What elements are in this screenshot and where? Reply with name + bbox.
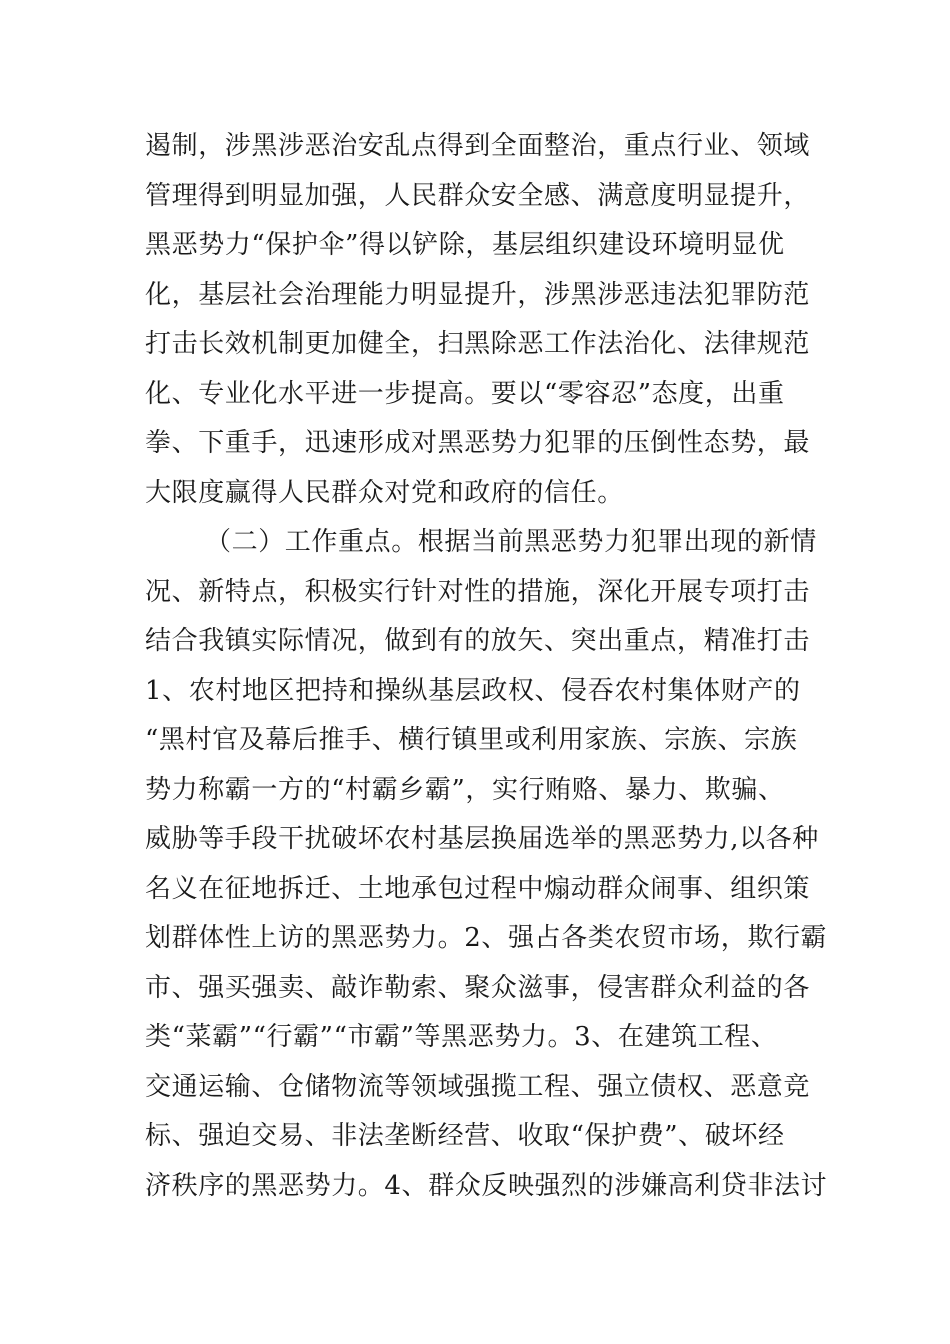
text-line: 打击长效机制更加健全，扫黑除恶工作法治化、法律规范 <box>145 329 811 359</box>
text-line: 划群体性上访的黑恶势力。2、强占各类农贸市场，欺行霸 <box>145 923 828 953</box>
text-line: 势力称霸一方的“村霸乡霸”，实行贿赂、暴力、欺骗、 <box>145 774 785 805</box>
text-line: 黑恶势力“保护伞”得以铲除，基层组织建设环境明显优 <box>145 230 785 260</box>
text-line: 结合我镇实际情况，做到有的放矢、突出重点，精准打击 <box>145 626 811 656</box>
text-line: 类“菜霸”“行霸”“市霸”等黑恶势力。3、在建筑工程、 <box>145 1022 778 1052</box>
text-line: 化，基层社会治理能力明显提升，涉黑涉恶违法犯罪防范 <box>145 279 811 310</box>
section-heading-line: （二）工作重点。根据当前黑恶势力犯罪出现的新情 <box>205 527 817 557</box>
text-line: 大限度赢得人民群众对党和政府的信任。 <box>145 477 624 508</box>
text-line: 名义在征地拆迁、土地承包过程中煽动群众闹事、组织策 <box>145 873 811 904</box>
text-line: 拳、下重手，迅速形成对黑恶势力犯罪的压倒性态势，最 <box>145 428 811 458</box>
text-line: 管理得到明显加强，人民群众安全感、满意度明显提升， <box>145 180 811 211</box>
text-line: 化、专业化水平进一步提高。要以“零容忍”态度，出重 <box>145 378 785 409</box>
text-line: 1、农村地区把持和操纵基层政权、侵吞农村集体财产的 <box>145 675 801 706</box>
text-line: 交通运输、仓储物流等领域强揽工程、强立债权、恶意竞 <box>145 1071 811 1102</box>
text-line: 市、强买强卖、敲诈勒索、聚众滋事，侵害群众利益的各 <box>145 972 811 1003</box>
text-line: 遏制，涉黑涉恶治安乱点得到全面整治，重点行业、领域 <box>145 131 811 161</box>
text-line: 威胁等手段干扰破坏农村基层换届选举的黑恶势力,以各种 <box>145 824 819 854</box>
text-line: 标、强迫交易、非法垄断经营、收取“保护费”、破坏经 <box>145 1121 785 1151</box>
text-line: “黑村官及幕后推手、横行镇里或利用家族、宗族、宗族 <box>145 725 798 755</box>
body-text <box>145 122 865 1211</box>
text-line: 济秩序的黑恶势力。4、群众反映强烈的涉嫌高利贷非法讨 <box>145 1170 828 1201</box>
text-line: 况、新特点，积极实行针对性的措施，深化开展专项打击 <box>145 576 811 607</box>
